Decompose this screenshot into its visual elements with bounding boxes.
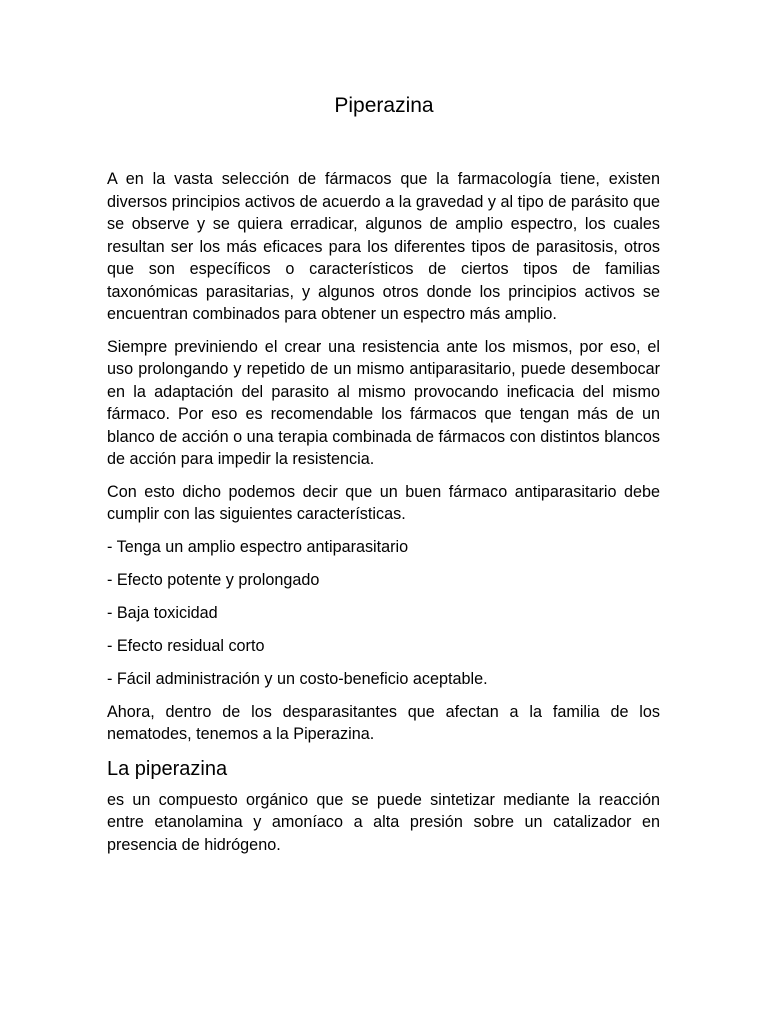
paragraph-closing: Ahora, dentro de los desparasitantes que afectan a la familia de los nematodes, tenemos a la Piperazina.	[107, 702, 660, 743]
document-body	[107, 168, 660, 866]
list-item: - Baja toxicidad	[107, 603, 218, 622]
list-item: - Tenga un amplio espectro antiparasitario	[107, 537, 409, 556]
paragraph-resistance: Siempre previniendo el crear una resistencia ante los mismos, por eso, el uso prolongando y repetido de un mismo antiparasitario, puede desembocar en la adaptación del parasito al mismo provocando ineficacia del mismo fármaco. Por eso es recomendable los fármacos que tengan más de un blanco de acción o una terapia combinada de fármacos con distintos blancos de acción para impedir la resistencia.	[107, 337, 660, 468]
paragraph-intro: A en la vasta selección de fármacos que la farmacología tiene, existen diversos principios activos de acuerdo a la gravedad y al tipo de parásito que se observe y se quiera erradicar, algunos de amplio espectro, los cuales resultan ser los más eficaces para los diferentes tipos de parasitosis, otros que son específicos o característicos de ciertos tipos de familias taxonómicas parasitarias, y algunos otros donde los principios activos se encuentran combinados para obtener un espectro más amplio.	[107, 170, 660, 323]
list-item: - Efecto potente y prolongado	[107, 570, 320, 589]
list-item: - Fácil administración y un costo-beneficio aceptable.	[107, 669, 488, 688]
section-heading: La piperazina	[107, 757, 228, 780]
section-paragraph: es un compuesto orgánico que se puede sintetizar mediante la reacción entre etanolamina y amoníaco a alta presión sobre un catalizador en presencia de hidrógeno.	[107, 790, 660, 854]
page-title: Piperazina	[334, 94, 434, 117]
paragraph-characteristics: Con esto dicho podemos decir que un buen fármaco antiparasitario debe cumplir con las siguientes características.	[107, 482, 660, 523]
list-item: - Efecto residual corto	[107, 636, 265, 655]
